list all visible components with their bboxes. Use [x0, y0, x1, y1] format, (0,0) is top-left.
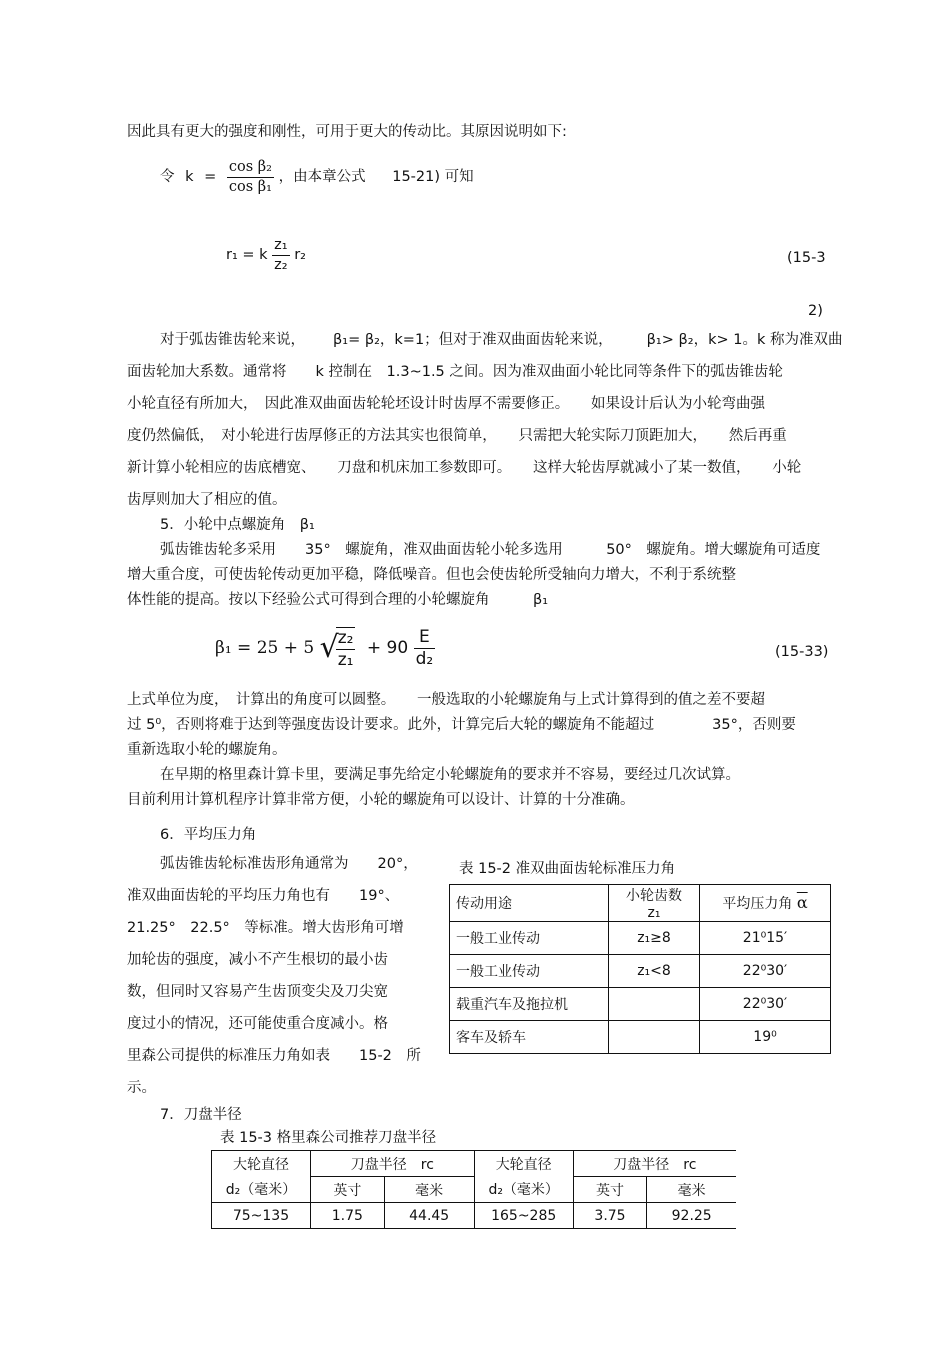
- table-header-row: [212, 1151, 737, 1177]
- paragraph-4-line-2: 目前利用计算机程序计算非常方便，小轮的螺旋角可以设计、计算的十分准确。: [127, 792, 635, 808]
- alpha-bar-symbol: $\overline{\alpha}$: [796, 893, 808, 912]
- paragraph-5-line-1: 弧齿锥齿轮标准齿形角通常为 20°，: [160, 856, 418, 872]
- subheader-d2-2: d₂（毫米）: [474, 1177, 573, 1203]
- beta-denominator: d₂: [415, 648, 434, 669]
- paragraph-1-line-1: 对于弧齿锥齿轮来说， β₁= β₂，k=1；但对于准双曲面齿轮来说， β₁> β₂，k> 1。k 称为准双曲: [160, 332, 843, 348]
- k-symbol: k: [185, 169, 194, 185]
- table-15-2: [449, 884, 831, 1054]
- k-fraction: [227, 160, 274, 194]
- r-denominator: z₂: [274, 256, 288, 273]
- header-pressure-angle: 平均压力角 $\overline{\alpha}$: [700, 885, 831, 922]
- table-row: [450, 955, 831, 988]
- equation-number-15-32a: (15-3: [787, 250, 826, 266]
- k-ref: 15-21) 可知: [392, 169, 474, 185]
- beta-numerator: E: [414, 629, 436, 649]
- subheader-mm: 毫米: [384, 1177, 474, 1203]
- header-usage: 传动用途: [450, 885, 609, 922]
- paragraph-4-line-1: 在早期的格里森计算卡里，要满足事先给定小轮螺旋角的要求并不容易，要经过几次试算。: [160, 767, 740, 783]
- header-gear-diameter: 大轮直径: [212, 1151, 311, 1177]
- header-gear-diameter-2: 大轮直径: [474, 1151, 573, 1177]
- paragraph-1-line-4: 度仍然偏低， 对小轮进行齿厚修正的方法其实也很简单， 只需把大轮实际刀顶距加大， 然后再重: [127, 428, 787, 444]
- equation-number-15-32b: 2): [808, 303, 823, 319]
- beta-equation: β₁ = 25 + 5 √ $\frac{\text{z₂}}{\text{z₁}}$ + 90 $\frac{E}{\text{d₂}}$: [215, 626, 434, 670]
- table-cell: 载重汽车及拖拉机: [450, 988, 609, 1021]
- table-15-3-caption: 表 15-3 格里森公司推荐刀盘半径: [220, 1130, 437, 1146]
- table-cell: 3.75: [573, 1203, 647, 1229]
- subheader-inch: 英寸: [311, 1177, 385, 1203]
- table-15-2-caption: 表 15-2 准双曲面齿轮标准压力角: [459, 861, 676, 877]
- beta-lhs: β₁ = 25 + 5: [215, 638, 315, 658]
- table-15-3: [211, 1150, 736, 1229]
- r-equation: [226, 238, 306, 272]
- r-lhs: r₁ = k: [226, 247, 268, 263]
- paragraph-1-line-3: 小轮直径有所加大， 因此准双曲面齿轮轮坯设计时齿厚不需要修正。 如果设计后认为小轮弯曲强: [127, 396, 765, 412]
- table-cell: 75~135: [212, 1203, 311, 1229]
- header-cutter-radius-2: 刀盘半径 rc: [573, 1151, 736, 1177]
- table-cell: 19⁰: [700, 1021, 831, 1054]
- table-cell: 一般工业传动: [450, 955, 609, 988]
- paragraph-5-line-5: 数，但同时又容易产生齿顶变尖及刀尖宽: [127, 984, 388, 1000]
- table-row: [450, 922, 831, 955]
- table-cell: 165~285: [474, 1203, 573, 1229]
- r-numerator: z₁: [272, 238, 289, 256]
- paragraph-1-line-5: 新计算小轮相应的齿底槽宽、 刀盘和机床加工参数即可。 这样大轮齿厚就减小了某一数值， 小轮: [127, 460, 802, 476]
- table-cell: z₁<8: [609, 955, 700, 988]
- paragraph-2-line-2: 增大重合度，可使齿轮传动更加平稳，降低噪音。但也会使齿轮所受轴向力增大，不利于系统整: [127, 567, 736, 583]
- beta-root-denominator: z₁: [337, 650, 354, 670]
- table-cell: z₁≥8: [609, 922, 700, 955]
- table-cell: 客车及轿车: [450, 1021, 609, 1054]
- beta-fraction: [414, 626, 436, 669]
- let-label: 令: [160, 169, 175, 185]
- table-cell: 92.25: [647, 1203, 736, 1229]
- beta-root-numerator: z₂: [337, 628, 354, 648]
- table-cell: 44.45: [384, 1203, 474, 1229]
- paragraph-1-line-6: 齿厚则加大了相应的值。: [127, 492, 287, 508]
- k-suffix: ，由本章公式: [278, 169, 366, 185]
- paragraph-5-line-4: 加轮齿的强度，减小不产生根切的最小齿: [127, 952, 388, 968]
- table-cell: 22⁰30′: [700, 955, 831, 988]
- paragraph-1-line-2: 面齿轮加大系数。通常将 k 控制在 1.3~1.5 之间。因为准双曲面小轮比同等条件下的弧齿锥齿轮: [127, 364, 783, 380]
- subheader-d2: d₂（毫米）: [212, 1177, 311, 1203]
- paragraph-5-line-6: 度过小的情况，还可能使重合度减小。格: [127, 1016, 388, 1032]
- r-rhs: r₂: [294, 247, 306, 263]
- paragraph-3-line-3: 重新选取小轮的螺旋角。: [127, 742, 287, 758]
- heading-6: 6．平均压力角: [160, 827, 257, 843]
- k-equation: 令 k = $\frac{\text{cos β₂}}{\text{cos β₁}}$ ，由本章公式 15-21) 可知: [160, 159, 474, 195]
- heading-5: 5．小轮中点螺旋角 β₁: [160, 517, 315, 533]
- header-cutter-radius: 刀盘半径 rc: [311, 1151, 475, 1177]
- k-denominator: cos β₁: [228, 178, 272, 195]
- table-cell: 21⁰15′: [700, 922, 831, 955]
- table-cell: [609, 1021, 700, 1054]
- subheader-mm-2: 毫米: [647, 1177, 736, 1203]
- table-row: [450, 1021, 831, 1054]
- paragraph-5-line-8: 示。: [127, 1080, 156, 1096]
- table-cell: 1.75: [311, 1203, 385, 1229]
- paragraph-5-line-2: 准双曲面齿轮的平均压力角也有 19°、: [127, 888, 400, 904]
- k-numerator: cos β₂: [227, 160, 274, 178]
- table-header-row: [450, 885, 831, 922]
- table-row: [450, 988, 831, 1021]
- table-cell: [609, 988, 700, 1021]
- paragraph-5-line-3: 21.25° 22.5° 等标准。增大齿形角可增: [127, 920, 404, 936]
- paragraph-3-line-1: 上式单位为度， 计算出的角度可以圆整。 一般选取的小轮螺旋角与上式计算得到的值之差不要超: [127, 692, 765, 708]
- paragraph-2-line-3: 体性能的提高。按以下经验公式可得到合理的小轮螺旋角 β₁: [127, 592, 549, 608]
- equation-number-15-33: (15-33): [775, 644, 829, 660]
- subheader-inch-2: 英寸: [573, 1177, 647, 1203]
- intro-text: 因此具有更大的强度和刚性，可用于更大的传动比。其原因说明如下:: [127, 124, 567, 140]
- paragraph-3-line-2: 过 5⁰，否则将难于达到等强度齿设计要求。此外，计算完后大轮的螺旋角不能超过 35°，否则要: [127, 717, 796, 733]
- table-cell: 22⁰30′: [700, 988, 831, 1021]
- table-subheader-row: [212, 1177, 737, 1203]
- table-cell: 一般工业传动: [450, 922, 609, 955]
- paragraph-5-line-7: 里森公司提供的标准压力角如表 15-2 所: [127, 1048, 421, 1064]
- header-pinion-teeth: 小轮齿数 z₁: [609, 885, 700, 922]
- table-row: [212, 1203, 737, 1229]
- paragraph-2-line-1: 弧齿锥齿轮多采用 35° 螺旋角，准双曲面齿轮小轮多选用 50° 螺旋角。增大螺旋角可适度: [160, 542, 821, 558]
- r-fraction: [272, 238, 289, 272]
- beta-mid: + 90: [366, 638, 409, 658]
- beta-root-fraction: [336, 630, 356, 669]
- heading-7: 7．刀盘半径: [160, 1107, 242, 1123]
